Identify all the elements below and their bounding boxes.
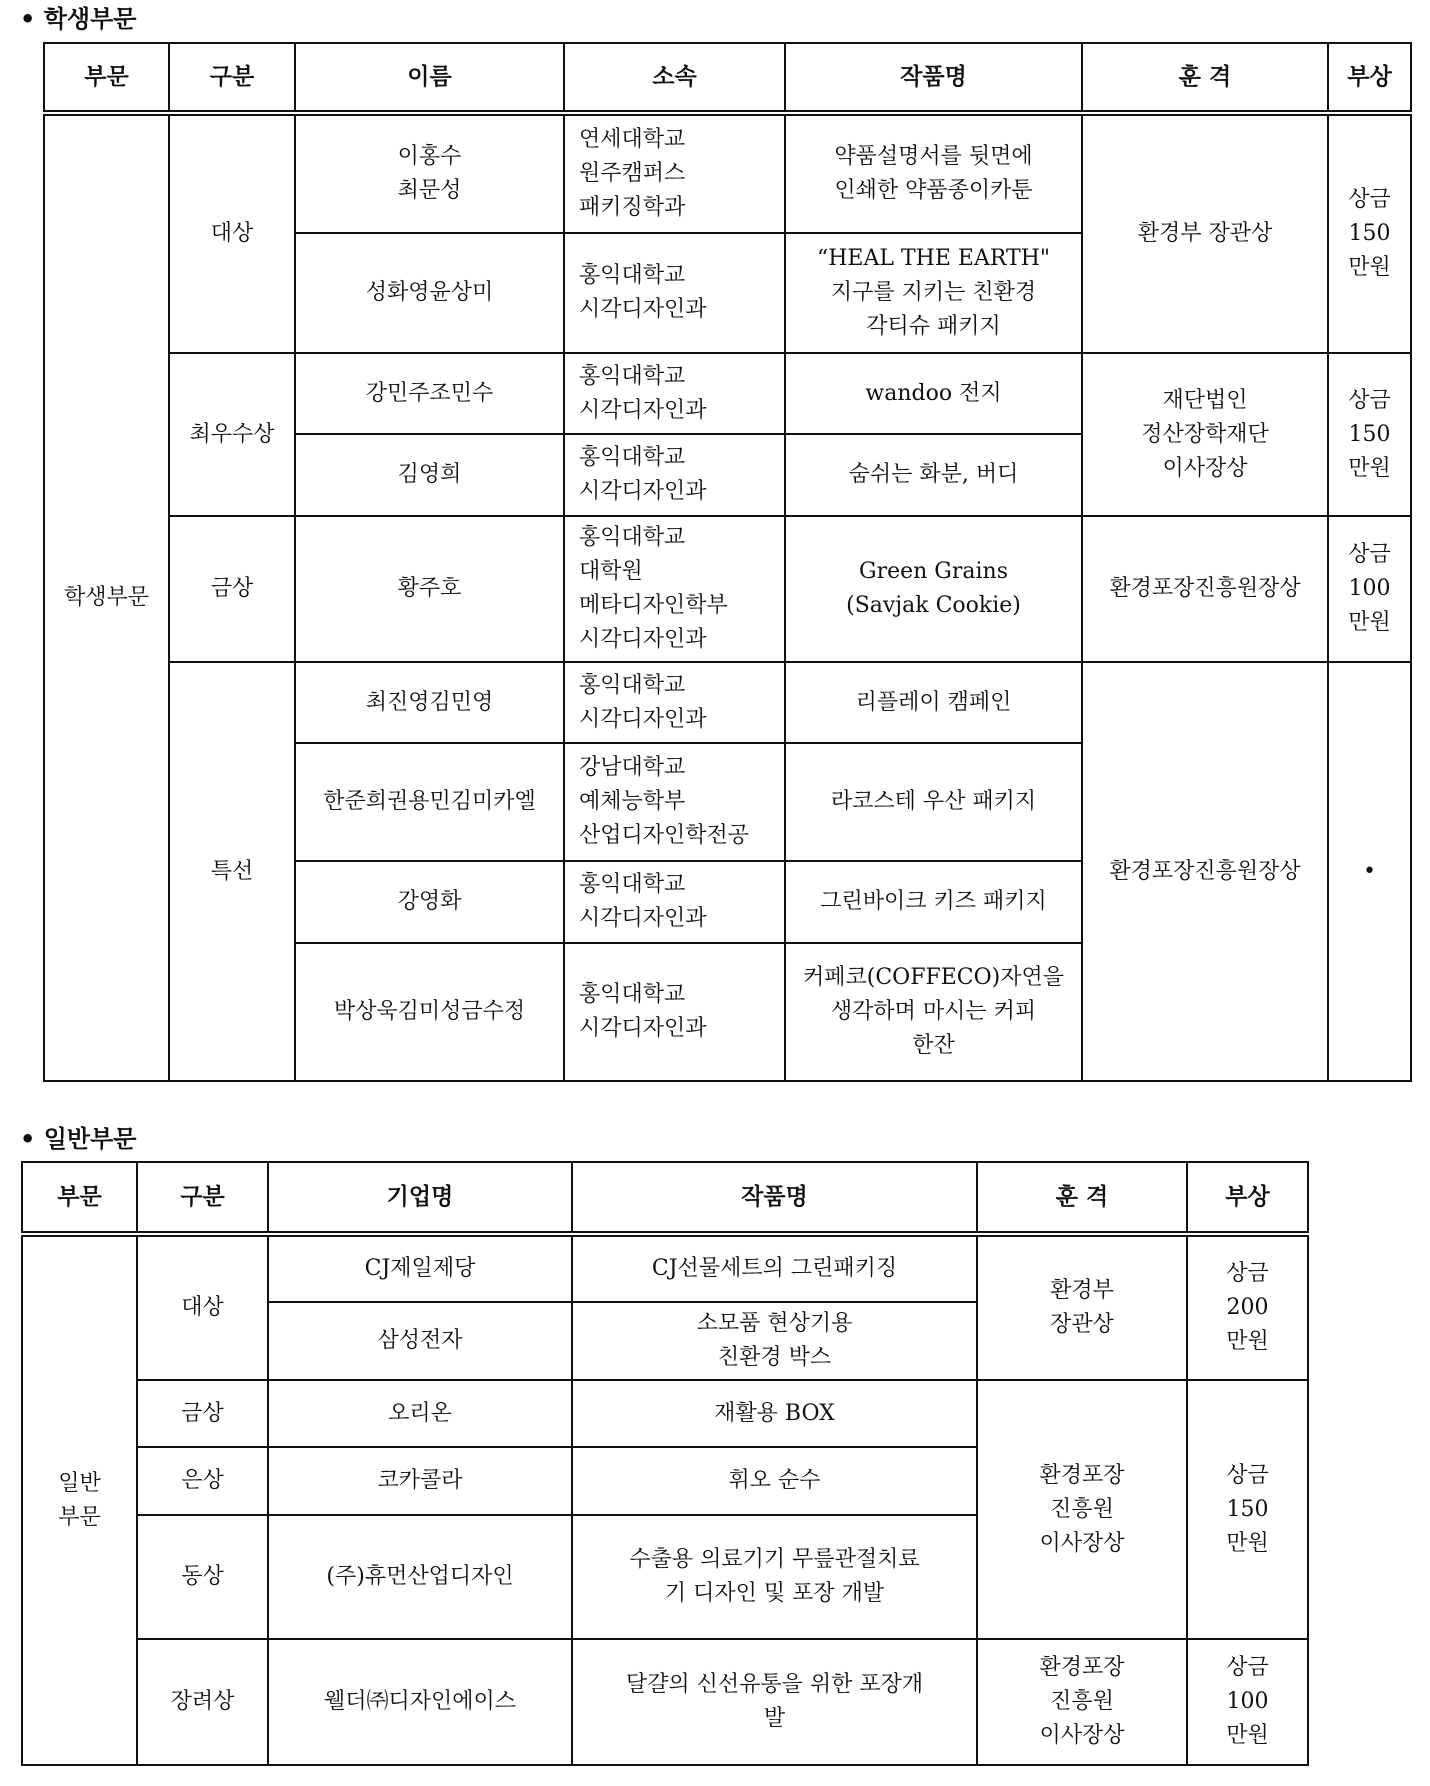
affiliation-cell: 강남대학교 예체능학부 산업디자인학전공 [564,743,785,861]
work-cell: 소모품 현상기용 친환경 박스 [572,1302,977,1380]
work-cell: “HEAL THE EARTH" 지구를 지키는 친환경 각티슈 패키지 [785,233,1082,353]
affiliation-cell: 홍익대학교 대학원 메타디자인학부 시각디자인과 [564,516,785,662]
table-row [44,516,1411,662]
affiliation-cell: 홍익대학교 시각디자인과 [564,662,785,743]
table-row [44,353,1411,434]
prize-cell: 상금 150 만원 [1187,1380,1308,1639]
name-cell: 한준희권용민김미카엘 [295,743,564,861]
grade-cell: 특선 [169,662,295,1081]
work-cell: 숨쉬는 화분, 버디 [785,434,1082,516]
name-cell: 박상욱김미성금수정 [295,943,564,1081]
work-cell: 휘오 순수 [572,1447,977,1515]
grade-cell: 금상 [169,516,295,662]
honor-cell: 재단법인 정산장학재단 이사장상 [1082,353,1328,516]
name-cell: 황주호 [295,516,564,662]
company-cell: 삼성전자 [268,1302,572,1380]
name-cell: 김영희 [295,434,564,516]
header-division: 부문 [22,1162,137,1234]
honor-cell: 환경부 장관상 [1082,113,1328,353]
company-cell: 웰더㈜디자인에이스 [268,1639,572,1765]
prize-cell: 상금 200 만원 [1187,1234,1308,1380]
grade-cell: 금상 [137,1380,268,1447]
work-cell: 달걀의 신선유통을 위한 포장개 발 [572,1639,977,1765]
header-work: 작품명 [785,43,1082,113]
general-awards-table [21,1161,1309,1766]
company-cell: CJ제일제당 [268,1234,572,1302]
name-cell: 강영화 [295,861,564,943]
affiliation-cell: 홍익대학교 시각디자인과 [564,943,785,1081]
prize-cell: 상금 100 만원 [1328,516,1411,662]
honor-cell: 환경포장 진흥원 이사장상 [977,1639,1187,1765]
header-prize: 부상 [1328,43,1411,113]
affiliation-cell: 홍익대학교 시각디자인과 [564,861,785,943]
work-cell: Green Grains (Savjak Cookie) [785,516,1082,662]
grade-cell: 은상 [137,1447,268,1515]
work-cell: 약품설명서를 뒷면에 인쇄한 약품종이카툰 [785,113,1082,233]
affiliation-cell: 홍익대학교 시각디자인과 [564,434,785,516]
affiliation-cell: 연세대학교 원주캠퍼스 패키징학과 [564,113,785,233]
work-cell: 수출용 의료기기 무릎관절치료 기 디자인 및 포장 개발 [572,1515,977,1639]
grade-cell: 대상 [169,113,295,353]
work-cell: 재활용 BOX [572,1380,977,1447]
header-company: 기업명 [268,1162,572,1234]
table-row [22,1639,1308,1765]
header-honor: 훈 격 [1082,43,1328,113]
prize-cell: • [1328,662,1411,1081]
table-row [44,113,1411,233]
honor-cell: 환경포장진흥원장상 [1082,662,1328,1081]
table-header-row [22,1162,1308,1234]
work-cell: 커페코(COFFECO)자연을 생각하며 마시는 커피 한잔 [785,943,1082,1081]
honor-cell: 환경포장진흥원장상 [1082,516,1328,662]
header-affiliation: 소속 [564,43,785,113]
table-row [22,1380,1308,1447]
name-cell: 강민주조민수 [295,353,564,434]
work-cell: 라코스테 우산 패키지 [785,743,1082,861]
table-header-row [44,43,1411,113]
header-honor: 훈 격 [977,1162,1187,1234]
honor-cell: 환경포장 진흥원 이사장상 [977,1380,1187,1639]
work-cell: 리플레이 캠페인 [785,662,1082,743]
header-division: 부문 [44,43,169,113]
grade-cell: 장려상 [137,1639,268,1765]
header-name: 이름 [295,43,564,113]
header-grade: 구분 [137,1162,268,1234]
prize-cell: 상금 150 만원 [1328,353,1411,516]
company-cell: 오리온 [268,1380,572,1447]
work-cell: wandoo 전지 [785,353,1082,434]
division-cell: 일반 부문 [22,1234,137,1765]
name-cell: 성화영윤상미 [295,233,564,353]
affiliation-cell: 홍익대학교 시각디자인과 [564,353,785,434]
affiliation-cell: 홍익대학교 시각디자인과 [564,233,785,353]
work-cell: 그린바이크 키즈 패키지 [785,861,1082,943]
table-row [22,1234,1308,1302]
company-cell: 코카콜라 [268,1447,572,1515]
work-cell: CJ선물세트의 그린패키징 [572,1234,977,1302]
general-section-title: • 일반부문 [20,1125,137,1153]
name-cell: 최진영김민영 [295,662,564,743]
prize-cell: 상금 100 만원 [1187,1639,1308,1765]
header-work: 작품명 [572,1162,977,1234]
header-prize: 부상 [1187,1162,1308,1234]
grade-cell: 동상 [137,1515,268,1639]
grade-cell: 최우수상 [169,353,295,516]
grade-cell: 대상 [137,1234,268,1380]
prize-cell: 상금 150 만원 [1328,113,1411,353]
name-cell: 이홍수 최문성 [295,113,564,233]
student-awards-table [43,42,1412,1082]
honor-cell: 환경부 장관상 [977,1234,1187,1380]
student-section-title: • 학생부문 [20,5,137,33]
table-row [44,662,1411,743]
company-cell: (주)휴먼산업디자인 [268,1515,572,1639]
division-cell: 학생부문 [44,113,169,1081]
header-grade: 구분 [169,43,295,113]
